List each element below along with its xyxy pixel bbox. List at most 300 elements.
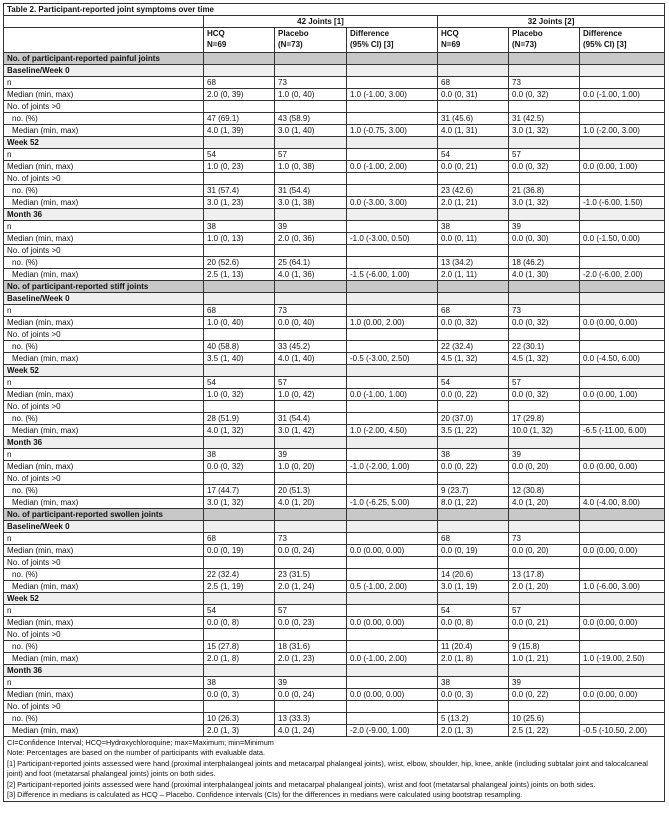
value-cell bbox=[204, 473, 275, 485]
value-cell bbox=[347, 245, 438, 257]
value-cell: 0.0 (0.00, 0.00) bbox=[580, 617, 665, 629]
value-cell: 0.0 (0, 3) bbox=[204, 689, 275, 701]
value-cell: 2.0 (1, 23) bbox=[275, 653, 347, 665]
table-row bbox=[4, 377, 665, 389]
row-label: No. of joints >0 bbox=[4, 629, 204, 641]
value-cell bbox=[275, 401, 347, 413]
value-cell: 39 bbox=[275, 221, 347, 233]
value-cell bbox=[347, 533, 438, 545]
table-row bbox=[4, 113, 665, 125]
empty-cell bbox=[438, 137, 509, 149]
value-cell: 0.0 (0, 24) bbox=[275, 545, 347, 557]
value-cell: 1.0 (0, 20) bbox=[275, 461, 347, 473]
value-cell: 0.0 (0, 22) bbox=[438, 461, 509, 473]
value-cell: -1.0 (-6.25, 5.00) bbox=[347, 497, 438, 509]
value-cell: 73 bbox=[275, 305, 347, 317]
empty-cell bbox=[509, 593, 580, 605]
value-cell: 39 bbox=[509, 221, 580, 233]
value-cell: 12 (30.8) bbox=[509, 485, 580, 497]
table-row bbox=[4, 545, 665, 557]
value-cell bbox=[509, 557, 580, 569]
section-header-row bbox=[4, 509, 665, 521]
empty-cell bbox=[580, 137, 665, 149]
timepoint-label: Week 52 bbox=[4, 137, 204, 149]
empty-cell bbox=[347, 293, 438, 305]
value-cell bbox=[580, 329, 665, 341]
row-label: No. of joints >0 bbox=[4, 401, 204, 413]
table-row bbox=[4, 401, 665, 413]
empty-cell bbox=[580, 365, 665, 377]
row-label: Median (min, max) bbox=[4, 425, 204, 437]
empty-cell bbox=[580, 437, 665, 449]
value-cell: 25 (64.1) bbox=[275, 257, 347, 269]
value-cell: 1.0 (0, 38) bbox=[275, 161, 347, 173]
column-header-line2: N=69 bbox=[207, 40, 227, 49]
empty-cell bbox=[204, 65, 275, 77]
value-cell: 2.0 (1, 21) bbox=[438, 197, 509, 209]
value-cell: 0.0 (0.00, 0.00) bbox=[580, 317, 665, 329]
value-cell: 3.5 (1, 22) bbox=[438, 425, 509, 437]
value-cell: 2.0 (1, 11) bbox=[438, 269, 509, 281]
value-cell: 31 (54.4) bbox=[275, 185, 347, 197]
empty-cell bbox=[438, 209, 509, 221]
group-header-42-joints: 42 Joints [1] bbox=[204, 16, 438, 28]
value-cell bbox=[509, 101, 580, 113]
row-label: Median (min, max) bbox=[4, 161, 204, 173]
empty-cell bbox=[275, 521, 347, 533]
value-cell: 2.0 (1, 8) bbox=[204, 653, 275, 665]
empty-cell bbox=[275, 137, 347, 149]
value-cell bbox=[347, 473, 438, 485]
timepoint-label: Week 52 bbox=[4, 593, 204, 605]
value-cell: 39 bbox=[509, 677, 580, 689]
value-cell bbox=[580, 113, 665, 125]
timepoint-header-row bbox=[4, 665, 665, 677]
value-cell: 0.0 (0, 3) bbox=[438, 689, 509, 701]
row-label: n bbox=[4, 377, 204, 389]
value-cell: 0.0 (0, 20) bbox=[509, 461, 580, 473]
empty-cell bbox=[204, 365, 275, 377]
value-cell: 4.5 (1, 32) bbox=[438, 353, 509, 365]
value-cell: 31 (42.5) bbox=[509, 113, 580, 125]
row-label: No. of joints >0 bbox=[4, 245, 204, 257]
section-title: No. of participant-reported painful joints bbox=[4, 53, 204, 65]
row-label: Median (min, max) bbox=[4, 353, 204, 365]
empty-cell bbox=[509, 65, 580, 77]
empty-header-cell bbox=[4, 28, 204, 53]
footnote: [1] Participant-reported joints assessed were hand (proximal interphalangeal joints and metacarpal phalangeal joints), wrist, elbow, shoulder, hip, knee, ankle (including subtalar joint and talocalcaneal joint) and foot (metatarsal phalangeal joints) joints on both sides. bbox=[7, 758, 648, 779]
row-label: Median (min, max) bbox=[4, 197, 204, 209]
row-label: Median (min, max) bbox=[4, 389, 204, 401]
value-cell: -1.0 (-2.00, 1.00) bbox=[347, 461, 438, 473]
value-cell: -2.0 (-9.00, 1.00) bbox=[347, 725, 438, 737]
row-label: no. (%) bbox=[4, 641, 204, 653]
value-cell: 0.0 (-1.00, 1.00) bbox=[347, 389, 438, 401]
empty-cell bbox=[509, 137, 580, 149]
value-cell: 54 bbox=[204, 377, 275, 389]
value-cell: 1.0 (0, 23) bbox=[204, 161, 275, 173]
value-cell: 0.0 (0, 30) bbox=[509, 233, 580, 245]
value-cell: 23 (31.5) bbox=[275, 569, 347, 581]
column-header-line1: Placebo bbox=[278, 29, 309, 38]
value-cell: 1.0 (0.00, 2.00) bbox=[347, 317, 438, 329]
row-label: No. of joints >0 bbox=[4, 701, 204, 713]
value-cell bbox=[204, 173, 275, 185]
value-cell: 39 bbox=[509, 449, 580, 461]
empty-cell bbox=[347, 137, 438, 149]
row-label: Median (min, max) bbox=[4, 125, 204, 137]
empty-cell bbox=[204, 593, 275, 605]
value-cell: 2.0 (1, 3) bbox=[438, 725, 509, 737]
row-label: n bbox=[4, 305, 204, 317]
table-row bbox=[4, 221, 665, 233]
value-cell bbox=[347, 185, 438, 197]
value-cell: 17 (44.7) bbox=[204, 485, 275, 497]
value-cell: 17 (29.8) bbox=[509, 413, 580, 425]
value-cell: 3.0 (1, 19) bbox=[438, 581, 509, 593]
value-cell: 2.0 (0, 39) bbox=[204, 89, 275, 101]
timepoint-header-row bbox=[4, 437, 665, 449]
value-cell: 68 bbox=[204, 305, 275, 317]
value-cell: 13 (17.8) bbox=[509, 569, 580, 581]
value-cell: 73 bbox=[509, 533, 580, 545]
column-header bbox=[438, 28, 509, 53]
row-label: n bbox=[4, 533, 204, 545]
empty-cell bbox=[347, 65, 438, 77]
column-header bbox=[347, 28, 438, 53]
value-cell: 0.0 (0, 32) bbox=[204, 461, 275, 473]
value-cell: 47 (69.1) bbox=[204, 113, 275, 125]
value-cell: 0.0 (0.00, 0.00) bbox=[347, 545, 438, 557]
table-row bbox=[4, 497, 665, 509]
value-cell bbox=[580, 341, 665, 353]
row-label: no. (%) bbox=[4, 257, 204, 269]
value-cell: 8.0 (1, 22) bbox=[438, 497, 509, 509]
column-header bbox=[204, 28, 275, 53]
row-label: Median (min, max) bbox=[4, 545, 204, 557]
empty-cell bbox=[204, 281, 275, 293]
value-cell: 57 bbox=[275, 605, 347, 617]
value-cell: 0.0 (0, 24) bbox=[275, 689, 347, 701]
value-cell: 14 (20.6) bbox=[438, 569, 509, 581]
empty-cell bbox=[509, 521, 580, 533]
value-cell: 4.0 (1, 32) bbox=[204, 425, 275, 437]
empty-cell bbox=[438, 521, 509, 533]
value-cell: 1.0 (-0.75, 3.00) bbox=[347, 125, 438, 137]
value-cell: 9 (15.8) bbox=[509, 641, 580, 653]
row-label: n bbox=[4, 149, 204, 161]
empty-cell bbox=[438, 509, 509, 521]
row-label: no. (%) bbox=[4, 485, 204, 497]
empty-cell bbox=[275, 665, 347, 677]
timepoint-header-row bbox=[4, 293, 665, 305]
value-cell bbox=[580, 701, 665, 713]
row-label: n bbox=[4, 605, 204, 617]
row-label: Median (min, max) bbox=[4, 581, 204, 593]
value-cell bbox=[347, 605, 438, 617]
value-cell: 73 bbox=[509, 305, 580, 317]
value-cell: 54 bbox=[204, 149, 275, 161]
value-cell bbox=[347, 341, 438, 353]
value-cell bbox=[438, 401, 509, 413]
empty-cell bbox=[275, 65, 347, 77]
column-header-line1: HCQ bbox=[441, 29, 459, 38]
value-cell: 54 bbox=[204, 605, 275, 617]
value-cell: 39 bbox=[275, 677, 347, 689]
value-cell bbox=[509, 401, 580, 413]
value-cell bbox=[347, 377, 438, 389]
value-cell: 0.0 (0.00, 1.00) bbox=[580, 389, 665, 401]
value-cell: 0.0 (0, 40) bbox=[275, 317, 347, 329]
empty-cell bbox=[509, 281, 580, 293]
table-row bbox=[4, 641, 665, 653]
value-cell bbox=[580, 641, 665, 653]
timepoint-header-row bbox=[4, 65, 665, 77]
column-header-row bbox=[4, 28, 665, 53]
value-cell: 20 (37.0) bbox=[438, 413, 509, 425]
value-cell: 2.0 (1, 20) bbox=[509, 581, 580, 593]
value-cell bbox=[509, 701, 580, 713]
empty-cell bbox=[347, 521, 438, 533]
results-table-container bbox=[3, 3, 664, 802]
value-cell: 13 (34.2) bbox=[438, 257, 509, 269]
timepoint-header-row bbox=[4, 137, 665, 149]
value-cell: 0.0 (0, 21) bbox=[438, 161, 509, 173]
row-label: n bbox=[4, 449, 204, 461]
value-cell: -0.5 (-3.00, 2.50) bbox=[347, 353, 438, 365]
value-cell bbox=[275, 701, 347, 713]
value-cell bbox=[509, 629, 580, 641]
empty-cell bbox=[438, 53, 509, 65]
value-cell: 18 (46.2) bbox=[509, 257, 580, 269]
empty-cell bbox=[438, 437, 509, 449]
column-header-line1: Placebo bbox=[512, 29, 543, 38]
value-cell bbox=[438, 101, 509, 113]
value-cell: 1.0 (0, 40) bbox=[204, 317, 275, 329]
value-cell bbox=[580, 413, 665, 425]
value-cell: 0.0 (0, 20) bbox=[509, 545, 580, 557]
value-cell: 28 (51.9) bbox=[204, 413, 275, 425]
empty-cell bbox=[204, 437, 275, 449]
value-cell: 18 (31.6) bbox=[275, 641, 347, 653]
value-cell: 38 bbox=[204, 677, 275, 689]
value-cell: 1.0 (0, 13) bbox=[204, 233, 275, 245]
value-cell bbox=[347, 401, 438, 413]
value-cell bbox=[580, 569, 665, 581]
value-cell: 22 (32.4) bbox=[438, 341, 509, 353]
row-label: Median (min, max) bbox=[4, 461, 204, 473]
empty-cell bbox=[438, 65, 509, 77]
table-row bbox=[4, 617, 665, 629]
value-cell bbox=[275, 101, 347, 113]
value-cell: 2.5 (1, 22) bbox=[509, 725, 580, 737]
value-cell: 0.0 (0, 22) bbox=[438, 389, 509, 401]
table-row bbox=[4, 581, 665, 593]
empty-cell bbox=[580, 293, 665, 305]
value-cell: 4.0 (1, 40) bbox=[275, 353, 347, 365]
value-cell bbox=[347, 413, 438, 425]
value-cell: -2.0 (-6.00, 2.00) bbox=[580, 269, 665, 281]
table-row bbox=[4, 389, 665, 401]
value-cell: 3.0 (1, 23) bbox=[204, 197, 275, 209]
value-cell: 4.5 (1, 32) bbox=[509, 353, 580, 365]
value-cell bbox=[580, 713, 665, 725]
value-cell: 0.0 (0.00, 1.00) bbox=[580, 161, 665, 173]
empty-cell bbox=[347, 509, 438, 521]
empty-cell bbox=[204, 53, 275, 65]
value-cell: 0.0 (0, 19) bbox=[438, 545, 509, 557]
empty-cell bbox=[275, 509, 347, 521]
value-cell: 1.0 (-6.00, 3.00) bbox=[580, 581, 665, 593]
empty-cell bbox=[347, 665, 438, 677]
value-cell: 1.0 (-19.00, 2.50) bbox=[580, 653, 665, 665]
value-cell: -1.5 (-6.00, 1.00) bbox=[347, 269, 438, 281]
column-header-line2: (N=73) bbox=[278, 40, 303, 49]
value-cell bbox=[204, 701, 275, 713]
value-cell: 20 (51.3) bbox=[275, 485, 347, 497]
row-label: No. of joints >0 bbox=[4, 473, 204, 485]
value-cell: 2.0 (1, 8) bbox=[438, 653, 509, 665]
value-cell: 10 (25.6) bbox=[509, 713, 580, 725]
table-row bbox=[4, 77, 665, 89]
value-cell: 3.0 (1, 32) bbox=[509, 125, 580, 137]
empty-cell bbox=[275, 53, 347, 65]
table-row bbox=[4, 689, 665, 701]
value-cell: 57 bbox=[509, 149, 580, 161]
empty-cell bbox=[580, 209, 665, 221]
empty-cell bbox=[509, 665, 580, 677]
timepoint-header-row bbox=[4, 365, 665, 377]
value-cell: 68 bbox=[438, 77, 509, 89]
value-cell: 1.0 (-2.00, 3.00) bbox=[580, 125, 665, 137]
row-label: no. (%) bbox=[4, 185, 204, 197]
value-cell: 2.5 (1, 13) bbox=[204, 269, 275, 281]
value-cell bbox=[438, 245, 509, 257]
value-cell bbox=[275, 629, 347, 641]
empty-cell bbox=[580, 65, 665, 77]
value-cell: 54 bbox=[438, 149, 509, 161]
value-cell bbox=[580, 77, 665, 89]
value-cell: 0.0 (0, 32) bbox=[509, 317, 580, 329]
row-label: n bbox=[4, 677, 204, 689]
value-cell bbox=[580, 245, 665, 257]
empty-cell bbox=[204, 293, 275, 305]
value-cell bbox=[509, 173, 580, 185]
value-cell bbox=[580, 377, 665, 389]
value-cell bbox=[347, 677, 438, 689]
value-cell: -6.5 (-11.00, 6.00) bbox=[580, 425, 665, 437]
empty-cell bbox=[347, 209, 438, 221]
value-cell: 3.0 (1, 38) bbox=[275, 197, 347, 209]
empty-cell bbox=[438, 293, 509, 305]
table-row bbox=[4, 329, 665, 341]
value-cell bbox=[204, 101, 275, 113]
value-cell: 0.0 (0, 8) bbox=[438, 617, 509, 629]
empty-cell bbox=[275, 365, 347, 377]
footnote: CI=Confidence Interval; HCQ=Hydroxychloroquine; max=Maximum; min=Minimum bbox=[7, 738, 274, 747]
value-cell: 1.0 (0, 42) bbox=[275, 389, 347, 401]
value-cell bbox=[438, 173, 509, 185]
table-row bbox=[4, 101, 665, 113]
value-cell bbox=[580, 173, 665, 185]
row-label: Median (min, max) bbox=[4, 689, 204, 701]
value-cell: 57 bbox=[275, 149, 347, 161]
value-cell: 0.0 (-1.00, 1.00) bbox=[580, 89, 665, 101]
footnotes-row bbox=[4, 737, 665, 802]
value-cell bbox=[580, 149, 665, 161]
table-row bbox=[4, 197, 665, 209]
value-cell: 68 bbox=[438, 533, 509, 545]
footnote: [2] Participant-reported joints assessed were hand (proximal interphalangeal joints and metacarpal phalangeal joints), wrist and foot (metatarsal phalangeal joints) joints on both sides. bbox=[7, 779, 596, 789]
value-cell bbox=[580, 305, 665, 317]
value-cell: 2.5 (1, 19) bbox=[204, 581, 275, 593]
value-cell bbox=[275, 557, 347, 569]
value-cell: 0.0 (0, 19) bbox=[204, 545, 275, 557]
empty-cell bbox=[275, 437, 347, 449]
row-label: n bbox=[4, 221, 204, 233]
value-cell: 39 bbox=[275, 449, 347, 461]
value-cell: 22 (32.4) bbox=[204, 569, 275, 581]
table-row bbox=[4, 473, 665, 485]
value-cell: 54 bbox=[438, 605, 509, 617]
value-cell: 3.0 (1, 32) bbox=[204, 497, 275, 509]
timepoint-label: Baseline/Week 0 bbox=[4, 293, 204, 305]
table-row bbox=[4, 245, 665, 257]
empty-cell bbox=[347, 365, 438, 377]
empty-cell bbox=[438, 665, 509, 677]
empty-cell bbox=[204, 665, 275, 677]
timepoint-header-row bbox=[4, 593, 665, 605]
row-label: n bbox=[4, 77, 204, 89]
value-cell bbox=[438, 629, 509, 641]
value-cell: 57 bbox=[275, 377, 347, 389]
table-row bbox=[4, 449, 665, 461]
empty-cell bbox=[275, 593, 347, 605]
value-cell: 1.0 (-1.00, 3.00) bbox=[347, 89, 438, 101]
joint-symptoms-table bbox=[3, 3, 665, 802]
value-cell: 1.0 (0, 32) bbox=[204, 389, 275, 401]
section-header-row bbox=[4, 281, 665, 293]
value-cell bbox=[347, 101, 438, 113]
timepoint-label: Week 52 bbox=[4, 365, 204, 377]
table-title-row bbox=[4, 4, 665, 16]
footnote: [3] Difference in medians is calculated as HCQ – Placebo. Confidence intervals (CIs) for the differences in medians were calculated using bootstrap resampling. bbox=[7, 790, 523, 800]
empty-cell bbox=[580, 281, 665, 293]
row-label: No. of joints >0 bbox=[4, 557, 204, 569]
value-cell: 38 bbox=[204, 449, 275, 461]
value-cell: 4.0 (1, 36) bbox=[275, 269, 347, 281]
value-cell bbox=[509, 329, 580, 341]
value-cell: 1.0 (1, 21) bbox=[509, 653, 580, 665]
table-row bbox=[4, 569, 665, 581]
value-cell bbox=[580, 449, 665, 461]
column-header-line2: (95% CI) [3] bbox=[350, 40, 394, 49]
row-label: Median (min, max) bbox=[4, 233, 204, 245]
value-cell: 4.0 (-4.00, 8.00) bbox=[580, 497, 665, 509]
empty-cell bbox=[509, 365, 580, 377]
row-label: Median (min, max) bbox=[4, 89, 204, 101]
empty-cell bbox=[438, 281, 509, 293]
table-row bbox=[4, 605, 665, 617]
value-cell: 33 (45.2) bbox=[275, 341, 347, 353]
value-cell: 68 bbox=[204, 533, 275, 545]
row-label: No. of joints >0 bbox=[4, 173, 204, 185]
timepoint-header-row bbox=[4, 209, 665, 221]
empty-cell bbox=[509, 209, 580, 221]
timepoint-label: Month 36 bbox=[4, 209, 204, 221]
value-cell: 0.0 (0, 11) bbox=[438, 233, 509, 245]
value-cell: 40 (58.8) bbox=[204, 341, 275, 353]
